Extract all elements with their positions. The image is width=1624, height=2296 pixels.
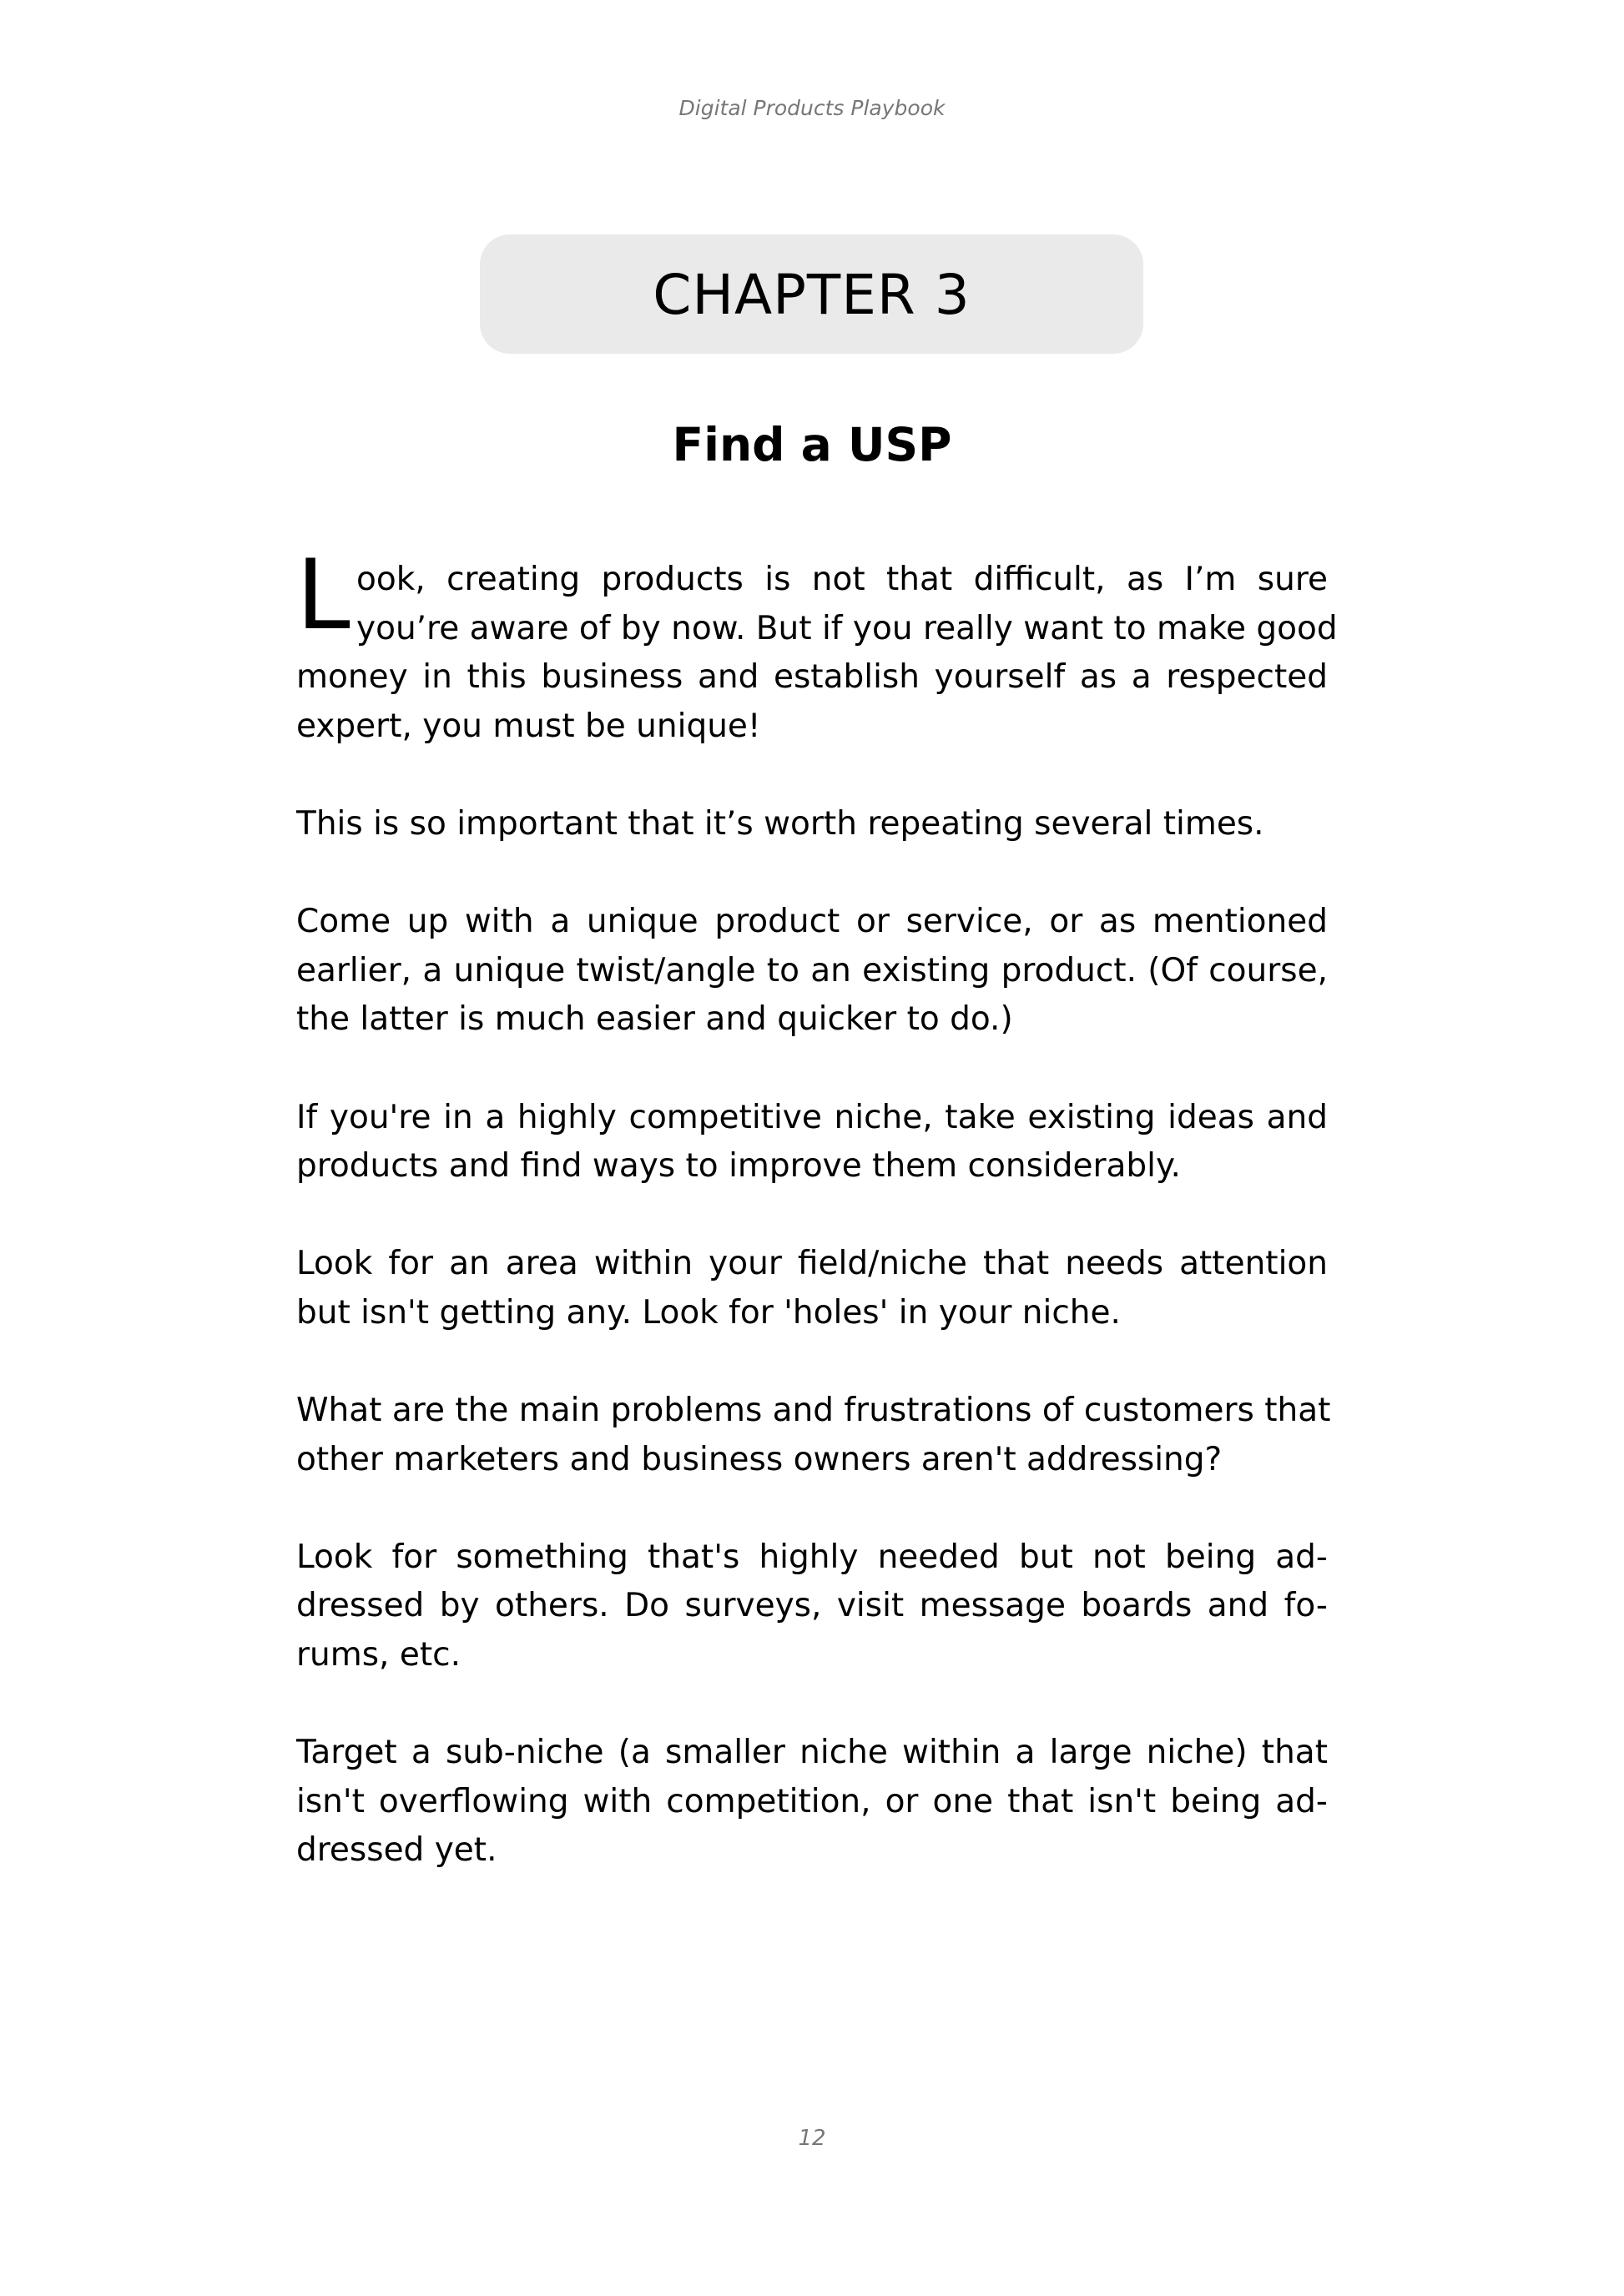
drop-cap: L: [296, 539, 351, 652]
paragraph-8: [296, 1729, 1328, 1876]
paragraph-line: Look for an area within your field/niche that needs attention: [296, 1245, 1328, 1283]
page-number: 12: [798, 2126, 826, 2151]
paragraph-line: isn't overflowing with competition, or one that isn't being ad-: [296, 1782, 1328, 1820]
paragraph-gap: [296, 751, 1328, 800]
paragraph-line: products and find ways to improve them considerably.: [296, 1147, 1181, 1186]
chapter-title: Find a USP: [672, 418, 952, 471]
paragraph-gap: [296, 1484, 1328, 1533]
paragraph-line: rums, etc.: [296, 1636, 461, 1674]
paragraph-line: Come up with a unique product or service, or as mentioned: [296, 903, 1328, 941]
paragraph-line: Target a sub-niche (a smaller niche within a large niche) that: [296, 1734, 1328, 1772]
paragraph-2: [296, 800, 1328, 849]
paragraph-line: Look for something that's highly needed but not being ad-: [296, 1538, 1328, 1576]
running-header: Digital Products Playbook: [678, 96, 946, 120]
paragraph-line: earlier, a unique twist/angle to an existing product. (Of course,: [296, 951, 1328, 989]
paragraph-line: the latter is much easier and quicker to do.): [296, 1000, 1013, 1039]
paragraph-3: [296, 898, 1328, 1045]
paragraph-line: What are the main problems and frustrations of customers that: [296, 1392, 1331, 1430]
paragraph-1: [296, 556, 1338, 751]
paragraph-6: [296, 1387, 1331, 1484]
body-text: [296, 556, 1338, 1876]
paragraph-gap: [296, 1191, 1328, 1241]
paragraph-gap: [296, 1045, 1328, 1094]
paragraph-line: ook, creating products is not that difficult, as I’m sure: [356, 561, 1328, 598]
paragraph-line: you’re aware of by now. But if you really want to make good: [356, 609, 1338, 647]
paragraph-line: If you're in a highly competitive niche, take existing ideas and: [296, 1098, 1328, 1136]
paragraph-line: other marketers and business owners aren't addressing?: [296, 1440, 1223, 1478]
paragraph-7: [296, 1533, 1328, 1680]
paragraph-gap: [296, 1338, 1328, 1387]
paragraph-line: dressed yet.: [296, 1831, 497, 1870]
chapter-label-box: [480, 234, 1143, 354]
paragraph-5: [296, 1240, 1328, 1337]
paragraph-line: dressed by others. Do surveys, visit message boards and fo-: [296, 1587, 1328, 1625]
paragraph-line: money in this business and establish yourself as a respected: [296, 658, 1328, 697]
paragraph-line: but isn't getting any. Look for 'holes' in your niche.: [296, 1293, 1121, 1332]
chapter-label: CHAPTER 3: [653, 262, 971, 327]
paragraph-line: This is so important that it’s worth repeating several times.: [296, 804, 1264, 843]
paragraph-4: [296, 1094, 1328, 1191]
paragraph-gap: [296, 849, 1328, 899]
paragraph-gap: [296, 1680, 1328, 1730]
paragraph-line: expert, you must be unique!: [296, 707, 761, 745]
